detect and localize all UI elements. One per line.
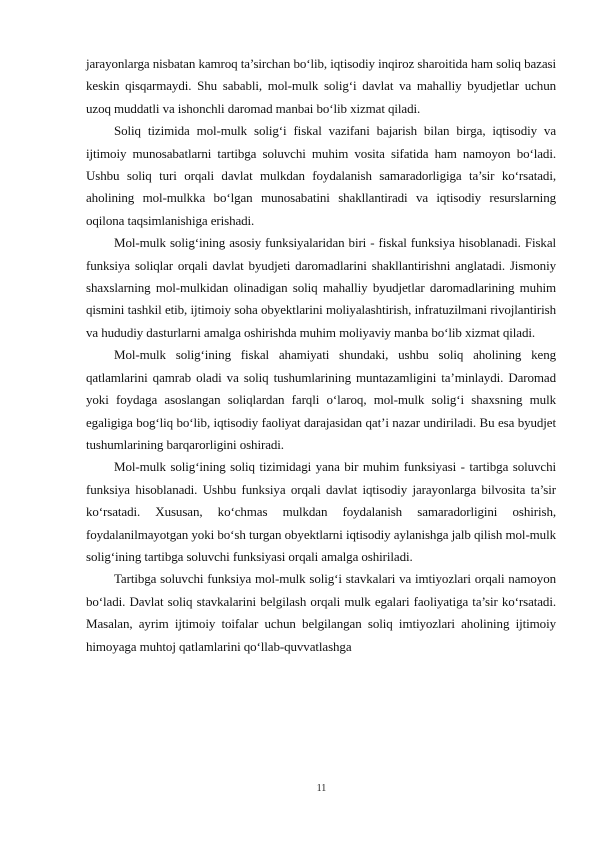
paragraph-6: Tartibga soluvchi funksiya mol-mulk solig‘i stavkalari va imtiyozlari orqali namoyon bo‘ladi. Davlat soliq stavkalarini belgilash orqali mulk egalari faoliyatiga ta’sir ko‘rsatadi. Masalan, ayrim ijtimoiy toifalar uchun belgilangan soliq imtiyozlari aholining ijtimoiy himoyaga muhtoj qatlamlarini qo‘llab-quvvatlashga [86,571,556,654]
page-number: 11 [316,783,327,794]
paragraph-5: Mol-mulk solig‘ining soliq tizimidagi yana bir muhim funksiyasi - tartibga soluvchi funksiya hisoblanadi. Ushbu funksiya orqali davlat iqtisodiy jarayonlarga bilvosita ta’sir ko‘rsatadi. Xususan, ko‘chmas mulkdan foydalanish samaradorligini oshirish, foydalanilmayotgan yoki bo‘sh turgan obyektlarni iqtisodiy aylanishga jalb qilish mol-mulk solig‘ining tartibga soluvchi funksiyasi orqali amalga oshiriladi. [86,459,556,564]
paragraph-1: jarayonlarga nisbatan kamroq ta’sirchan bo‘lib, iqtisodiy inqiroz sharoitida ham soliq bazasi keskin qisqarmaydi. Shu sababli, mol-mulk solig‘i davlat va mahalliy byudjetlar uchun uzoq muddatli va ishonchli daromad manbai bo‘lib xizmat qiladi. [86,56,556,116]
body-text [86,53,556,658]
paragraph-4: Mol-mulk solig‘ining fiskal ahamiyati shundaki, ushbu soliq aholining keng qatlamlarini qamrab oladi va soliq tushumlarining muntazamligini ta’minlaydi. Daromad yoki foydaga asoslangan soliqlardan farqli o‘laroq, mol-mulk solig‘i shaxsning mulk egaligiga bog‘liq bo‘lib, iqtisodiy faoliyat darajasidan qat’i nazar undiriladi. Bu esa byudjet tushumlarining barqarorligini oshiradi. [86,347,556,452]
paragraph-3: Mol-mulk solig‘ining asosiy funksiyalaridan biri - fiskal funksiya hisoblanadi. Fiskal funksiya soliqlar orqali davlat byudjeti daromadlarini shakllantirishni anglatadi. Jismoniy shaxslarning mol-mulkidan olinadigan soliq mahalliy byudjetlar daromadlarining muhim qismini tashkil etib, ijtimoiy soha obyektlarini moliyalashtirish, infratuzilmani rivojlantirish va hududiy dasturlarni amalga oshirishda muhim moliyaviy manba bo‘lib xizmat qiladi. [86,235,556,340]
paragraph-2: Soliq tizimida mol-mulk solig‘i fiskal vazifani bajarish bilan birga, iqtisodiy va ijtimoiy munosabatlarni tartibga soluvchi muhim vosita sifatida ham namoyon bo‘ladi. Ushbu soliq turi orqali davlat mulkdan foydalanish samaradorligiga ta’sir ko‘rsatadi, aholining mol-mulkka bo‘lgan munosabatini shakllantiradi va iqtisodiy resurslarning oqilona taqsimlanishiga erishadi. [86,123,556,228]
